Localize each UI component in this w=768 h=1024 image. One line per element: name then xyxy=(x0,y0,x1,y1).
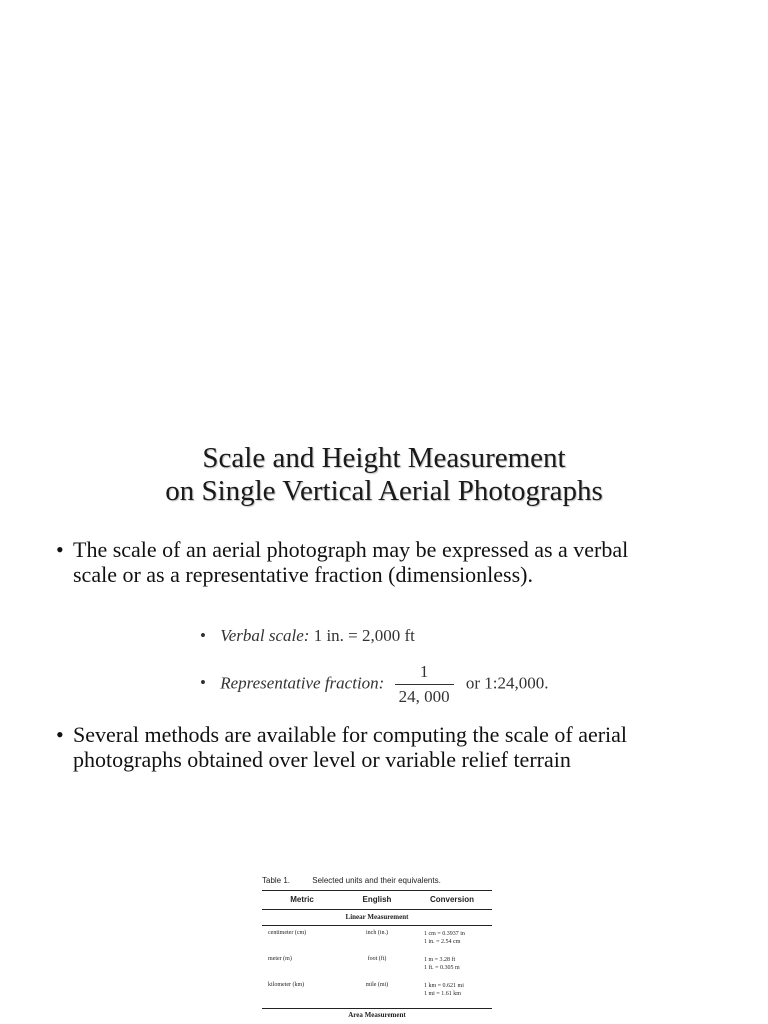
table-caption-text: Selected units and their equivalents. xyxy=(312,876,441,885)
table-cell-conversion xyxy=(412,956,492,978)
rf-denominator: 24, 000 xyxy=(395,684,454,707)
table-section-linear: Linear Measurement xyxy=(262,910,492,926)
bullet-marker: • xyxy=(56,722,64,747)
table-header-conversion: Conversion xyxy=(429,895,474,904)
conversion-line-2: 1 mi = 1.61 km xyxy=(424,991,461,997)
representative-fraction-example xyxy=(200,662,548,707)
slide-title-line-1: Scale and Height Measurement xyxy=(202,442,566,474)
table-caption-id: Table 1. xyxy=(262,876,291,885)
table-row xyxy=(262,978,492,1004)
conversion-line-2: 1 ft. = 0.305 m xyxy=(424,965,460,971)
sub-bullet-marker: • xyxy=(200,673,206,693)
conversion-line-1: 1 m = 3.28 ft xyxy=(424,957,456,963)
table-row xyxy=(262,926,492,952)
table-cell-conversion xyxy=(412,982,492,1004)
table-cell-english: inch (in.) xyxy=(366,930,388,936)
conversion-line-1: 1 km = 0.621 mi xyxy=(424,983,464,989)
rf-fraction xyxy=(395,662,454,707)
conversion-line-1: 1 cm = 0.3937 in xyxy=(424,931,465,937)
rf-suffix: or 1:24,000. xyxy=(465,673,549,693)
bullet-text-line-2: scale or as a representative fraction (dimensionless). xyxy=(73,562,533,587)
rf-label: Representative fraction: xyxy=(220,673,385,693)
slide-title xyxy=(0,442,768,508)
sub-bullet-marker: • xyxy=(200,626,206,645)
table-cell-metric: meter (m) xyxy=(268,956,292,962)
bullet-marker: • xyxy=(56,537,64,562)
verbal-scale-example xyxy=(200,626,415,646)
bullet-computing-methods xyxy=(56,722,736,772)
bullet-text-line-1: Several methods are available for computing the scale of aerial xyxy=(73,722,628,747)
slide-title-line-2: on Single Vertical Aerial Photographs xyxy=(165,475,603,507)
table-cell-metric: kilometer (km) xyxy=(268,982,305,988)
table-row xyxy=(262,952,492,978)
bullet-scale-expression xyxy=(56,537,736,587)
bullet-text-line-1: The scale of an aerial photograph may be expressed as a verbal xyxy=(73,537,629,562)
units-table xyxy=(262,890,492,1021)
conversion-line-2: 1 in. = 2.54 cm xyxy=(424,939,461,945)
table-header-english: English xyxy=(362,895,392,904)
bullet-text-line-2: photographs obtained over level or variable relief terrain xyxy=(73,747,571,772)
table-caption xyxy=(262,874,492,888)
table-section-area: Area Measurement xyxy=(262,1008,492,1021)
table-cell-metric: centimeter (cm) xyxy=(268,930,307,936)
table-header-metric: Metric xyxy=(290,895,314,904)
units-table-image xyxy=(262,874,492,1021)
verbal-scale-label: Verbal scale: xyxy=(220,626,310,645)
table-cell-english: mile (mi) xyxy=(365,982,389,988)
table-cell-english: foot (ft) xyxy=(367,956,387,962)
table-header-row xyxy=(262,891,492,910)
table-cell-conversion xyxy=(412,930,492,952)
verbal-scale-value: 1 in. = 2,000 ft xyxy=(313,626,415,645)
rf-numerator: 1 xyxy=(419,662,429,681)
